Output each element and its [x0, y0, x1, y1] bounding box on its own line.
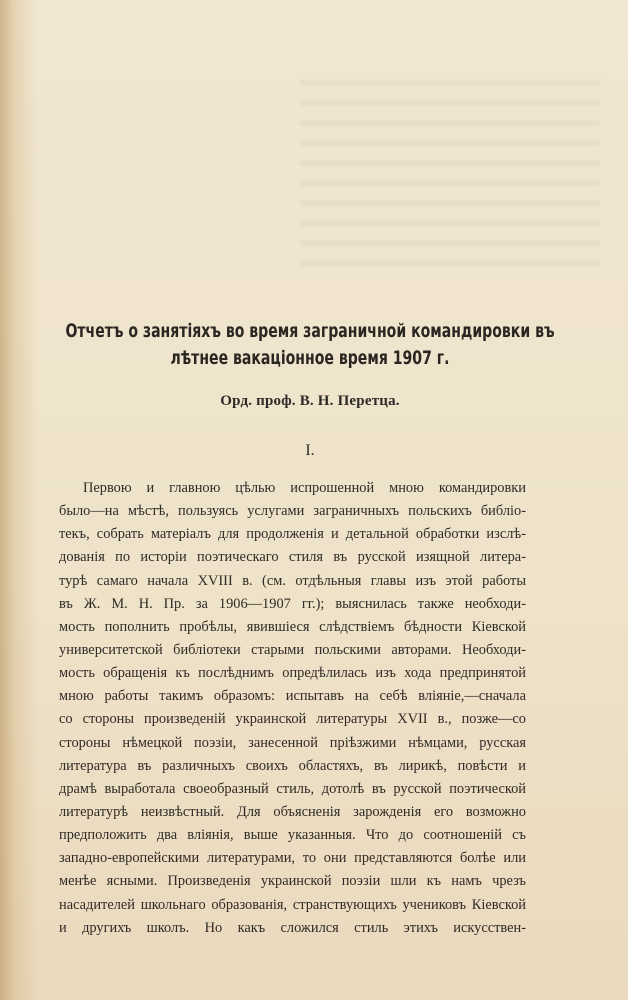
text-line: было—на мѣстѣ, пользуясь услугами заграничныхъ польскихъ библіо- — [59, 503, 526, 520]
text-line: литературѣ неизвѣстный. Для объясненія зарожденія его возможно — [59, 803, 526, 820]
text-line: и другихъ школъ. Но какъ сложился стиль этихъ искусствен- — [59, 919, 526, 936]
title-line-1: Отчетъ о занятіяхъ во время заграничной командировки въ — [65, 320, 555, 342]
text-line: Первою и главною цѣлью испрошенной мною командировки — [83, 480, 526, 496]
document-title — [65, 318, 555, 372]
text-line: текъ, собрать матеріалъ для продолженія и детальной обработки изслѣ- — [59, 526, 526, 543]
text-line: драмѣ выработала своеобразный стиль, дотолѣ въ русской поэтической — [59, 780, 526, 797]
body-paragraph — [59, 477, 526, 940]
text-line: въ Ж. М. Н. Пр. за 1906—1907 гг.); выяснилась также необходи- — [59, 595, 526, 612]
section-number: I. — [305, 442, 315, 459]
text-line: мною работы такимъ образомъ: испытавъ на себѣ вліяніе,—сначала — [59, 688, 526, 705]
text-line: литература въ различныхъ своихъ областяхъ, въ лирикѣ, повѣсти и — [59, 757, 526, 774]
text-line: западно-европейскими литературами, то они представляются болѣе или — [59, 850, 526, 867]
text-line: менѣе ясными. Произведенія украинской поэзіи шли къ намъ чрезъ — [59, 873, 526, 890]
text-line: насадителей школьнаго образованія, странствующихъ учениковъ Кіевской — [59, 896, 526, 913]
text-line: мость пополнить пробѣлы, явившіеся слѣдствіемъ бѣдности Кіевской — [59, 618, 526, 635]
title-line-2: лѣтнее вакаціонное время 1907 г. — [170, 347, 450, 369]
show-through-text — [300, 80, 600, 280]
text-line: университетской библіотеки старыми польскими авторами. Необходи- — [59, 641, 526, 658]
text-line: стороны нѣмецкой поэзіи, занесенной пріѣзжими нѣмцами, русская — [59, 734, 526, 751]
text-line: турѣ самаго начала XVIII в. (см. отдѣльныя главы изъ этой работы — [59, 572, 526, 589]
text-line: дованія по исторіи поэтическаго стиля въ русской изящной литера- — [59, 549, 526, 566]
text-line: мость обращенія къ послѣднимъ опредѣлилась изъ хода предпринятой — [59, 665, 526, 682]
text-line: предположить два вліянія, выше указанныя. Что до соотношеній съ — [59, 827, 526, 844]
author-line: Орд. проф. В. Н. Перетца. — [220, 393, 400, 409]
text-line: со стороны произведеній украинской литературы XVII в., позже—со — [59, 711, 526, 728]
